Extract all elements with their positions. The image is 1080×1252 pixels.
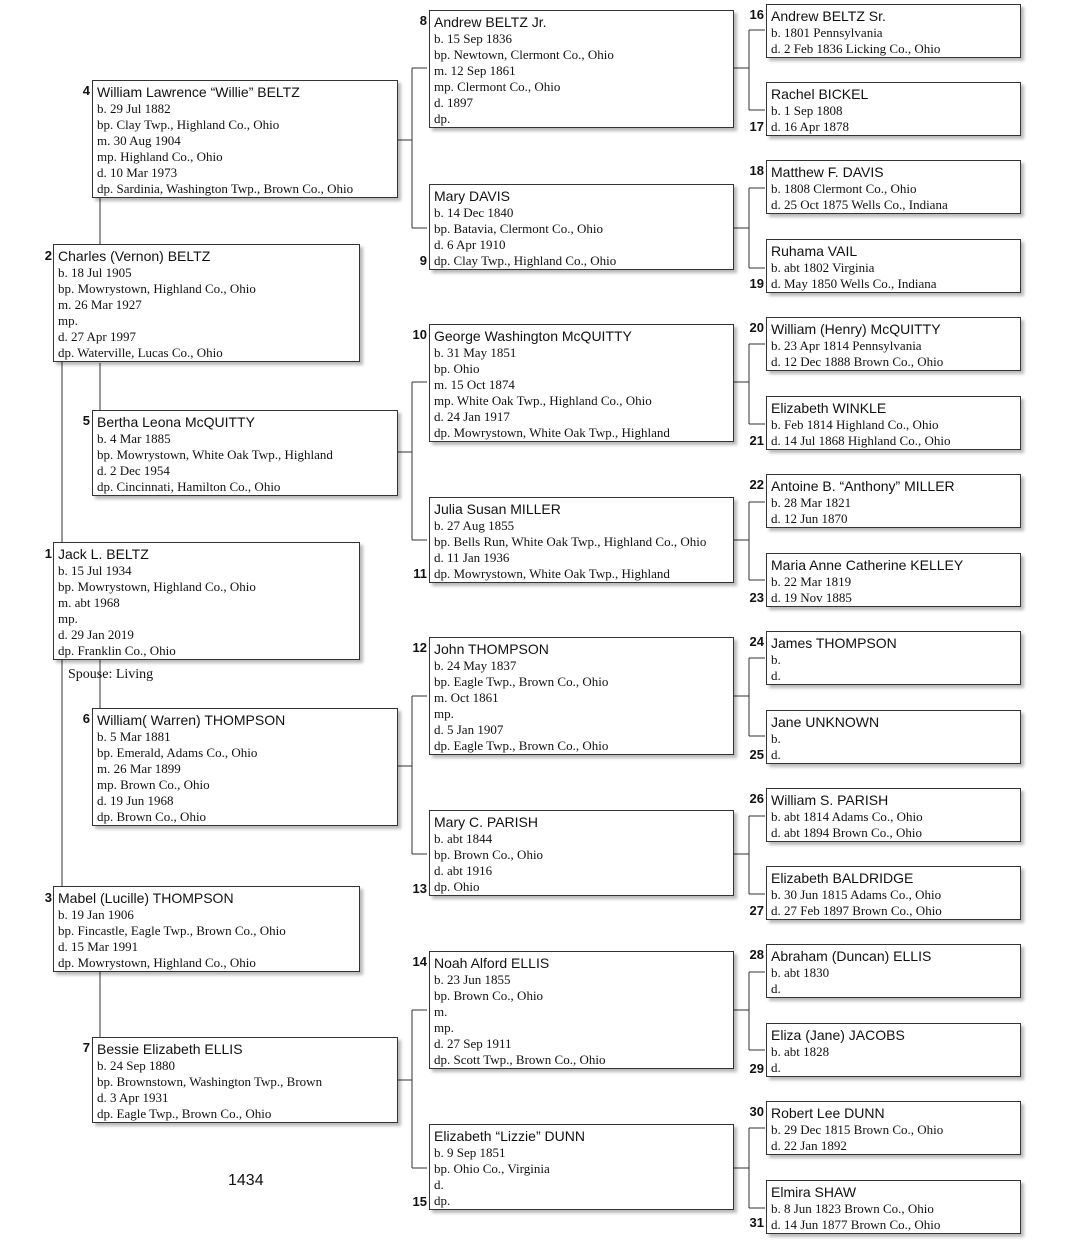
- person-detail: dp. Mowrystown, White Oak Twp., Highland: [434, 566, 670, 581]
- person-name: William Lawrence “Willie” BELTZ: [97, 84, 300, 100]
- person-number-4: 4: [82, 83, 90, 98]
- person-detail: d. 29 Jan 2019: [58, 627, 134, 642]
- person-detail: bp. Brownstown, Washington Twp., Brown: [97, 1074, 323, 1089]
- person-detail: dp. Waterville, Lucas Co., Ohio: [58, 345, 223, 360]
- person-name: Charles (Vernon) BELTZ: [58, 248, 211, 264]
- person-detail: b. abt 1814 Adams Co., Ohio: [771, 809, 923, 824]
- person-box-15: [429, 1124, 734, 1210]
- person-detail: b. 30 Jun 1815 Adams Co., Ohio: [771, 887, 942, 902]
- person-detail: d. May 1850 Wells Co., Indiana: [771, 276, 937, 291]
- person-number-2: 2: [44, 248, 52, 263]
- person-detail: mp.: [434, 706, 454, 721]
- person-number-15: 15: [412, 1194, 427, 1209]
- person-name: William (Henry) McQUITTY: [771, 321, 941, 337]
- person-number-1: 1: [44, 546, 52, 561]
- person-box-25: [766, 710, 1021, 764]
- person-box-1: [53, 542, 360, 660]
- person-detail: d. 19 Nov 1885: [771, 590, 852, 605]
- person-detail: dp.: [434, 111, 451, 126]
- person-box-2: [53, 244, 360, 362]
- person-detail: b. abt 1844: [434, 831, 493, 846]
- person-number-3: 3: [44, 890, 52, 905]
- person-number-8: 8: [419, 13, 427, 28]
- person-detail: d. 12 Jun 1870: [771, 511, 848, 526]
- person-detail: b. 19 Jan 1906: [58, 907, 134, 922]
- person-detail: d. 5 Jan 1907: [434, 722, 504, 737]
- person-number-11: 11: [413, 566, 427, 581]
- person-name: Jack L. BELTZ: [58, 546, 149, 562]
- person-detail: d. 3 Apr 1931: [97, 1090, 169, 1105]
- person-name: James THOMPSON: [771, 635, 897, 651]
- person-detail: d. 11 Jan 1936: [434, 550, 510, 565]
- person-box-19: [766, 239, 1021, 293]
- person-name: Robert Lee DUNN: [771, 1105, 885, 1121]
- person-number-12: 12: [412, 640, 427, 655]
- person-name: Elmira SHAW: [771, 1184, 857, 1200]
- person-box-26: [766, 788, 1021, 842]
- person-detail: d.: [771, 1060, 781, 1075]
- person-box-4: [92, 80, 398, 198]
- person-name: Elizabeth BALDRIDGE: [771, 870, 914, 886]
- person-detail: d. 27 Apr 1997: [58, 329, 136, 344]
- person-number-22: 22: [749, 477, 764, 492]
- person-detail: b. 15 Jul 1934: [58, 563, 132, 578]
- person-detail: mp.: [58, 611, 78, 626]
- person-number-29: 29: [749, 1061, 764, 1076]
- person-number-17: 17: [749, 119, 764, 134]
- person-box-29: [766, 1023, 1021, 1077]
- person-box-12: [429, 637, 734, 755]
- person-number-9: 9: [419, 253, 427, 268]
- person-detail: dp. Ohio: [434, 879, 480, 894]
- person-detail: bp. Ohio Co., Virginia: [434, 1161, 550, 1176]
- person-name: Noah Alford ELLIS: [434, 955, 550, 971]
- person-number-23: 23: [749, 590, 764, 605]
- person-detail: d. 12 Dec 1888 Brown Co., Ohio: [771, 354, 944, 369]
- person-detail: d.: [771, 668, 781, 683]
- person-detail: b. 1 Sep 1808: [771, 103, 843, 118]
- person-box-10: [429, 324, 734, 442]
- person-detail: d. 27 Feb 1897 Brown Co., Ohio: [771, 903, 942, 918]
- person-detail: d. 10 Mar 1973: [97, 165, 178, 180]
- person-number-20: 20: [749, 320, 764, 335]
- person-number-14: 14: [412, 954, 427, 969]
- person-detail: d. 6 Apr 1910: [434, 237, 506, 252]
- person-box-28: [766, 944, 1021, 998]
- person-detail: dp. Clay Twp., Highland Co., Ohio: [434, 253, 617, 268]
- person-detail: b. 14 Dec 1840: [434, 205, 514, 220]
- person-detail: bp. Mowrystown, Highland Co., Ohio: [58, 281, 256, 296]
- person-box-31: [766, 1180, 1021, 1234]
- person-detail: mp. Highland Co., Ohio: [97, 149, 223, 164]
- person-detail: mp. Clermont Co., Ohio: [434, 79, 561, 94]
- person-box-6: [92, 708, 398, 826]
- person-box-7: [92, 1037, 398, 1123]
- person-box-30: [766, 1101, 1021, 1155]
- person-name: Jane UNKNOWN: [771, 714, 880, 730]
- person-detail: d. 2 Dec 1954: [97, 463, 170, 478]
- person-detail: b. 1808 Clermont Co., Ohio: [771, 181, 917, 196]
- person-detail: dp. Mowrystown, White Oak Twp., Highland: [434, 425, 670, 440]
- person-box-17: [766, 82, 1021, 136]
- person-detail: bp. Brown Co., Ohio: [434, 988, 544, 1003]
- person-detail: b. 31 May 1851: [434, 345, 517, 360]
- person-detail: b. 23 Jun 1855: [434, 972, 511, 987]
- person-detail: bp. Mowrystown, Highland Co., Ohio: [58, 579, 256, 594]
- person-detail: b. 29 Dec 1815 Brown Co., Ohio: [771, 1122, 944, 1137]
- person-detail: bp. Ohio: [434, 361, 480, 376]
- person-detail: m.: [434, 1004, 448, 1019]
- person-box-3: [53, 886, 360, 972]
- person-box-13: [429, 810, 734, 896]
- person-name: William S. PARISH: [771, 792, 889, 808]
- person-name: Andrew BELTZ Sr.: [771, 8, 886, 24]
- person-detail: bp. Mowrystown, White Oak Twp., Highland: [97, 447, 333, 462]
- person-name: Bessie Elizabeth ELLIS: [97, 1041, 243, 1057]
- person-detail: b. 4 Mar 1885: [97, 431, 171, 446]
- person-number-13: 13: [412, 881, 427, 896]
- person-detail: b. 29 Jul 1882: [97, 101, 171, 116]
- person-name: Eliza (Jane) JACOBS: [771, 1027, 905, 1043]
- person-number-27: 27: [749, 903, 764, 918]
- person-number-30: 30: [749, 1104, 764, 1119]
- person-detail: m. Oct 1861: [434, 690, 499, 705]
- person-box-5: [92, 410, 398, 496]
- page-number: 1434: [228, 1172, 264, 1189]
- person-detail: d. 2 Feb 1836 Licking Co., Ohio: [771, 41, 941, 56]
- person-name: Bertha Leona McQUITTY: [97, 414, 255, 430]
- person-detail: dp. Eagle Twp., Brown Co., Ohio: [97, 1106, 272, 1121]
- person-box-11: [429, 497, 734, 583]
- person-detail: b. 24 May 1837: [434, 658, 517, 673]
- person-detail: dp. Brown Co., Ohio: [97, 809, 207, 824]
- person-detail: bp. Emerald, Adams Co., Ohio: [97, 745, 258, 760]
- person-name: Matthew F. DAVIS: [771, 164, 884, 180]
- person-detail: d. 14 Jul 1868 Highland Co., Ohio: [771, 433, 951, 448]
- person-detail: m. abt 1968: [58, 595, 120, 610]
- person-detail: mp.: [58, 313, 78, 328]
- person-number-26: 26: [749, 791, 764, 806]
- person-detail: dp. Sardinia, Washington Twp., Brown Co., Ohio: [97, 181, 354, 196]
- person-detail: d. abt 1916: [434, 863, 493, 878]
- person-name: Maria Anne Catherine KELLEY: [771, 557, 964, 573]
- person-detail: b. 8 Jun 1823 Brown Co., Ohio: [771, 1201, 934, 1216]
- person-detail: b. Feb 1814 Highland Co., Ohio: [771, 417, 939, 432]
- person-number-28: 28: [749, 947, 764, 962]
- person-detail: m. 12 Sep 1861: [434, 63, 516, 78]
- person-detail: d. 19 Jun 1968: [97, 793, 174, 808]
- person-detail: d. 22 Jan 1892: [771, 1138, 847, 1153]
- person-detail: b. abt 1830: [771, 965, 830, 980]
- person-detail: bp. Batavia, Clermont Co., Ohio: [434, 221, 603, 236]
- person-number-25: 25: [749, 747, 764, 762]
- person-detail: d.: [434, 1177, 444, 1192]
- person-name: Antoine B. “Anthony” MILLER: [771, 478, 955, 494]
- person-name: Mabel (Lucille) THOMPSON: [58, 890, 234, 906]
- person-number-16: 16: [749, 7, 764, 22]
- person-detail: b. abt 1802 Virginia: [771, 260, 875, 275]
- person-box-9: [429, 184, 734, 270]
- person-name: Ruhama VAIL: [771, 243, 858, 259]
- person-detail: bp. Fincastle, Eagle Twp., Brown Co., Ohio: [58, 923, 286, 938]
- person-detail: b. 22 Mar 1819: [771, 574, 852, 589]
- person-name: Rachel BICKEL: [771, 86, 869, 102]
- person-box-16: [766, 4, 1021, 58]
- person-detail: b. 5 Mar 1881: [97, 729, 171, 744]
- person-detail: b. 9 Sep 1851: [434, 1145, 506, 1160]
- person-box-24: [766, 631, 1021, 685]
- person-detail: b. abt 1828: [771, 1044, 830, 1059]
- person-number-10: 10: [412, 327, 427, 342]
- person-detail: bp. Newtown, Clermont Co., Ohio: [434, 47, 614, 62]
- person-detail: b. 23 Apr 1814 Pennsylvania: [771, 338, 922, 353]
- person-number-19: 19: [749, 276, 764, 291]
- person-detail: d. 1897: [434, 95, 473, 110]
- person-detail: b. 18 Jul 1905: [58, 265, 132, 280]
- person-box-21: [766, 396, 1021, 450]
- person-box-22: [766, 474, 1021, 528]
- person-detail: d. 24 Jan 1917: [434, 409, 510, 424]
- person-box-20: [766, 317, 1021, 371]
- person-detail: m. 15 Oct 1874: [434, 377, 515, 392]
- person-detail: m. 26 Mar 1899: [97, 761, 181, 776]
- person-detail: dp. Cincinnati, Hamilton Co., Ohio: [97, 479, 281, 494]
- person-name: Mary DAVIS: [434, 188, 510, 204]
- person-detail: dp.: [434, 1193, 451, 1208]
- person-detail: b. 15 Sep 1836: [434, 31, 512, 46]
- person-detail: b.: [771, 731, 781, 746]
- person-detail: dp. Mowrystown, Highland Co., Ohio: [58, 955, 256, 970]
- person-detail: d.: [771, 747, 781, 762]
- person-detail: d. 15 Mar 1991: [58, 939, 139, 954]
- person-detail: d. 25 Oct 1875 Wells Co., Indiana: [771, 197, 948, 212]
- person-detail: dp. Franklin Co., Ohio: [58, 643, 176, 658]
- person-detail: d.: [771, 981, 781, 996]
- person-name: Abraham (Duncan) ELLIS: [771, 948, 932, 964]
- person-detail: d. 27 Sep 1911: [434, 1036, 512, 1051]
- person-number-31: 31: [749, 1215, 764, 1230]
- person-name: Julia Susan MILLER: [434, 501, 561, 517]
- person-box-8: [429, 10, 734, 128]
- person-detail: bp. Clay Twp., Highland Co., Ohio: [97, 117, 280, 132]
- spouse-note: Spouse: Living: [68, 667, 154, 682]
- person-detail: m. 26 Mar 1927: [58, 297, 142, 312]
- person-name: William( Warren) THOMPSON: [97, 712, 286, 728]
- person-detail: b. 28 Mar 1821: [771, 495, 852, 510]
- person-box-18: [766, 160, 1021, 214]
- person-number-18: 18: [749, 163, 764, 178]
- person-detail: bp. Eagle Twp., Brown Co., Ohio: [434, 674, 609, 689]
- person-box-27: [766, 866, 1021, 920]
- person-number-21: 21: [749, 433, 764, 448]
- person-name: Elizabeth WINKLE: [771, 400, 887, 416]
- person-name: John THOMPSON: [434, 641, 549, 657]
- person-detail: m. 30 Aug 1904: [97, 133, 181, 148]
- person-detail: bp. Bells Run, White Oak Twp., Highland Co., Ohio: [434, 534, 707, 549]
- person-box-14: [429, 951, 734, 1069]
- person-number-24: 24: [749, 634, 764, 649]
- person-detail: dp. Scott Twp., Brown Co., Ohio: [434, 1052, 606, 1067]
- person-name: Mary C. PARISH: [434, 814, 538, 830]
- person-detail: dp. Eagle Twp., Brown Co., Ohio: [434, 738, 609, 753]
- person-detail: mp. Brown Co., Ohio: [97, 777, 210, 792]
- person-detail: b. 1801 Pennsylvania: [771, 25, 883, 40]
- person-detail: b.: [771, 652, 781, 667]
- person-detail: bp. Brown Co., Ohio: [434, 847, 544, 862]
- person-detail: mp. White Oak Twp., Highland Co., Ohio: [434, 393, 652, 408]
- person-number-7: 7: [82, 1040, 90, 1055]
- person-name: George Washington McQUITTY: [434, 328, 632, 344]
- person-detail: b. 24 Sep 1880: [97, 1058, 175, 1073]
- person-detail: d. 16 Apr 1878: [771, 119, 849, 134]
- person-detail: d. abt 1894 Brown Co., Ohio: [771, 825, 922, 840]
- person-detail: b. 27 Aug 1855: [434, 518, 515, 533]
- person-detail: d. 14 Jun 1877 Brown Co., Ohio: [771, 1217, 941, 1232]
- person-detail: mp.: [434, 1020, 454, 1035]
- person-number-5: 5: [82, 413, 90, 428]
- person-box-23: [766, 553, 1021, 607]
- person-name: Andrew BELTZ Jr.: [434, 14, 547, 30]
- person-name: Elizabeth “Lizzie” DUNN: [434, 1128, 585, 1144]
- person-number-6: 6: [82, 711, 90, 726]
